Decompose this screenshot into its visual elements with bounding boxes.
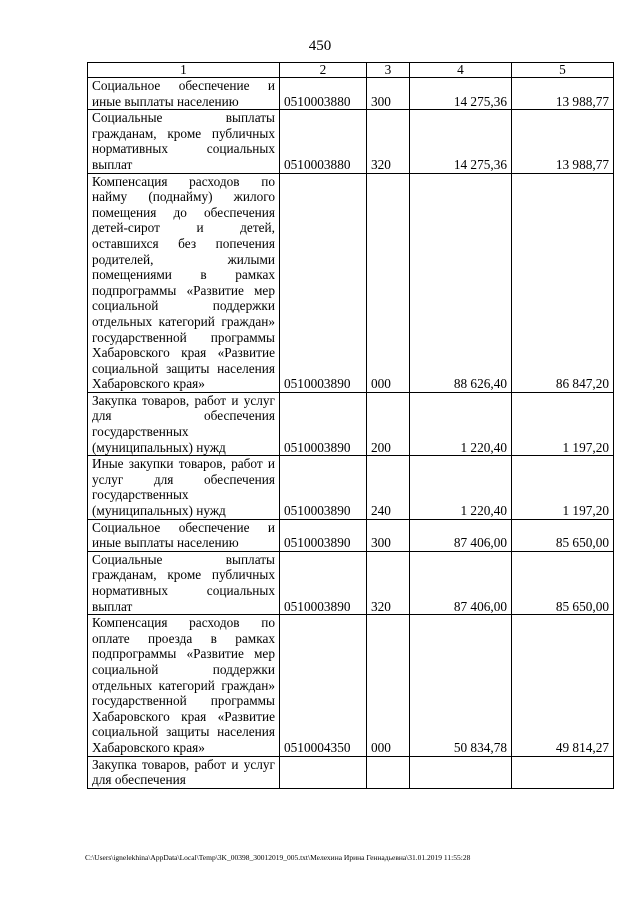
table-row (88, 756, 614, 788)
row-sum1: 50 834,78 (410, 615, 512, 756)
table-row (88, 456, 614, 519)
row-sum2: 86 847,20 (512, 173, 614, 392)
table-row (88, 110, 614, 173)
row-sum2: 85 650,00 (512, 551, 614, 614)
column-header-type: 3 (367, 63, 410, 78)
row-name: Компенсация расходов по найму (поднайму) жилого помещения до обеспечения детей-сирот и детей, оставшихся без попечения родителей, жилыми помещениями в рамках подпрограммы «Развитие мер социальной поддержки отдельных категорий граждан» государственной программы Хабаровского края «Развитие социальной защиты населения Хабаровского края» (88, 173, 280, 392)
row-sum2 (512, 756, 614, 788)
row-name: Социальное обеспечение и иные выплаты населению (88, 519, 280, 551)
column-header-sum2: 5 (512, 63, 614, 78)
row-type: 320 (367, 110, 410, 173)
row-type: 000 (367, 173, 410, 392)
row-name: Закупка товаров, работ и услуг для обеспечения (88, 756, 280, 788)
row-code: 0510003880 (280, 110, 367, 173)
row-sum1: 1 220,40 (410, 456, 512, 519)
column-header-name: 1 (88, 63, 280, 78)
row-sum1: 87 406,00 (410, 519, 512, 551)
row-type: 320 (367, 551, 410, 614)
row-name: Социальные выплаты гражданам, кроме публичных нормативных социальных выплат (88, 551, 280, 614)
row-code: 0510003880 (280, 78, 367, 110)
row-sum2: 85 650,00 (512, 519, 614, 551)
row-name: Социальное обеспечение и иные выплаты населению (88, 78, 280, 110)
row-code: 0510003890 (280, 551, 367, 614)
page-number: 450 (308, 38, 332, 54)
row-sum2: 13 988,77 (512, 78, 614, 110)
row-sum2: 1 197,20 (512, 456, 614, 519)
column-header-sum1: 4 (410, 63, 512, 78)
row-code: 0510003890 (280, 173, 367, 392)
row-sum1: 88 626,40 (410, 173, 512, 392)
row-code: 0510003890 (280, 519, 367, 551)
row-code: 0510003890 (280, 392, 367, 455)
row-name: Компенсация расходов по оплате проезда в рамках подпрограммы «Развитие мер социальной поддержки отдельных категорий граждан» государственной программы Хабаровского края «Развитие социальной защиты населения Хабаровского края» (88, 615, 280, 756)
row-code: 0510003890 (280, 456, 367, 519)
row-sum1: 14 275,36 (410, 78, 512, 110)
row-type: 240 (367, 456, 410, 519)
budget-table (87, 62, 614, 789)
row-type: 300 (367, 78, 410, 110)
table-row (88, 551, 614, 614)
column-header-code: 2 (280, 63, 367, 78)
row-sum1 (410, 756, 512, 788)
table-row (88, 519, 614, 551)
table-row (88, 173, 614, 392)
row-sum1: 1 220,40 (410, 392, 512, 455)
table-header-row (88, 63, 614, 78)
row-type: 200 (367, 392, 410, 455)
row-sum1: 87 406,00 (410, 551, 512, 614)
table-row (88, 78, 614, 110)
row-name: Иные закупки товаров, работ и услуг для обеспечения государственных (муниципальных) нужд (88, 456, 280, 519)
row-sum2: 49 814,27 (512, 615, 614, 756)
row-sum1: 14 275,36 (410, 110, 512, 173)
row-sum2: 1 197,20 (512, 392, 614, 455)
row-name: Социальные выплаты гражданам, кроме публичных нормативных социальных выплат (88, 110, 280, 173)
row-type: 300 (367, 519, 410, 551)
table-row (88, 392, 614, 455)
document-footer-path: C:\Users\ignelekhina\AppData\Local\Temp\3K_00398_30012019_005.txt\Мелехина Ирина Геннадьевна\31.01.2019 11:55:28 (85, 853, 471, 862)
row-code: 0510004350 (280, 615, 367, 756)
table-row (88, 615, 614, 756)
row-code (280, 756, 367, 788)
row-name: Закупка товаров, работ и услуг для обеспечения государственных (муниципальных) нужд (88, 392, 280, 455)
row-type: 000 (367, 615, 410, 756)
row-sum2: 13 988,77 (512, 110, 614, 173)
row-type (367, 756, 410, 788)
